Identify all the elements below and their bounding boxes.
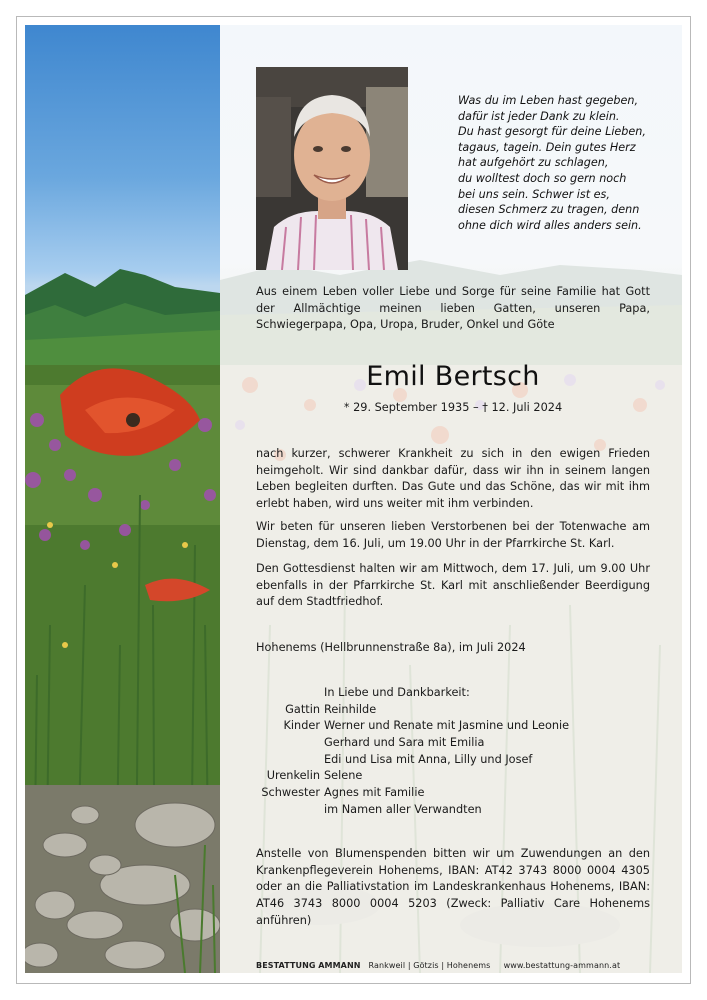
donation-text: Anstelle von Blumenspenden bitten wir um Zuwendungen an den Krankenpflegeverein Hohenems, IBAN: AT42 3743 8000 0004 4305 oder an die Palliativstation im Landeskrankenhaus Hohenems, IBAN: AT46 3743 8000 0004 5203 (Zweck: Palliativ Care Hohenems anführen) xyxy=(256,847,650,927)
poem-line: Du hast gesorgt für deine Lieben, xyxy=(458,125,646,139)
poem-line: tagaus, tagein. Dein gutes Herz xyxy=(458,140,636,154)
paragraph-funeral: Den Gottesdienst halten wir am Mittwoch, dem 17. Juli, um 9.00 Uhr ebenfalls in der Pfarrkirche St. Karl mit anschließender Beerdigung auf dem Stadtfriedhof. xyxy=(256,562,650,609)
mourner-row xyxy=(256,752,656,769)
poem-line: bei uns sein. Schwer ist es, xyxy=(458,187,610,201)
poem-line: Was du im Leben hast gegeben, xyxy=(458,94,639,107)
mourner-names: Agnes mit Familie xyxy=(324,786,425,800)
footer-brand: BESTATTUNG xyxy=(256,961,316,970)
footer-website[interactable]: www.bestattung-ammann.at xyxy=(503,961,621,970)
meadow-photo xyxy=(25,25,220,973)
paragraph-wake: Wir beten für unseren lieben Verstorbenen bei der Totenwache am Dienstag, dem 16. Juli, um 19.00 Uhr in der Pfarrkirche St. Karl. xyxy=(256,520,650,550)
mourner-names: In Liebe und Dankbarkeit: xyxy=(324,686,470,699)
mourner-row xyxy=(256,768,656,785)
mourner-names: Reinhilde xyxy=(324,702,377,716)
intro-text: Aus einem Leben voller Liebe und Sorge für seine Familie hat Gott der Allmächtige meinen lieben Gatten, unseren Papa, Schwiegerpapa, Opa, Uropa, Bruder, Onkel und Göte xyxy=(256,285,650,332)
mourner-names: Selene xyxy=(324,769,363,783)
poem-line: du wolltest doch so gern noch xyxy=(458,171,627,185)
mourner-row xyxy=(256,802,656,819)
mourner-label: Gattin xyxy=(285,702,320,716)
mourner-row xyxy=(256,718,656,735)
poem-line: ohne dich wird alles anders sein. xyxy=(458,218,642,232)
footer xyxy=(256,961,620,970)
mourner-row xyxy=(256,735,656,752)
life-dates: * 29. September 1935 – † 12. Juli 2024 xyxy=(343,401,563,414)
mourner-names: Werner und Renate mit Jasmine und Leonie xyxy=(324,719,570,733)
poem-line: hat aufgehört zu schlagen, xyxy=(458,156,609,170)
place-date: Hohenems (Hellbrunnenstraße 8a), im Juli 2024 xyxy=(256,641,526,654)
mourner-row xyxy=(256,702,656,719)
meadow-illustration xyxy=(25,25,220,973)
footer-locations: Rankweil | Götzis | Hohenems xyxy=(368,961,491,970)
mourner-label: Urenkelin xyxy=(266,769,320,783)
poem-line: diesen Schmerz zu tragen, denn xyxy=(458,203,640,217)
footer-brand-name: AMMANN xyxy=(318,961,361,970)
mourner-names: im Namen aller Verwandten xyxy=(324,802,482,816)
mourner-row xyxy=(256,685,656,702)
portrait-photo xyxy=(256,67,408,270)
mourner-row xyxy=(256,785,656,802)
portrait-illustration xyxy=(256,67,408,270)
deceased-name: Emil Bertsch xyxy=(366,361,540,392)
mourner-label: Kinder xyxy=(283,719,320,733)
mourner-label: Schwester xyxy=(261,786,320,800)
mourner-names: Gerhard und Sara mit Emilia xyxy=(324,736,485,750)
paragraph-passing: nach kurzer, schwerer Krankheit zu sich in den ewigen Frieden heimgeholt. Wir sind dankbar dafür, dass wir ihn in seinem langen Leben begleiten durften. Das Gute und das Schöne, das wir mit ihm erlebt haben, wird uns weiter mit ihm verbinden. xyxy=(256,447,650,511)
poem-line: dafür ist jeder Dank zu klein. xyxy=(458,109,620,123)
mourner-names: Edi und Lisa mit Anna, Lilly und Josef xyxy=(324,752,533,766)
poem xyxy=(458,93,668,233)
mourners-list xyxy=(256,685,656,819)
